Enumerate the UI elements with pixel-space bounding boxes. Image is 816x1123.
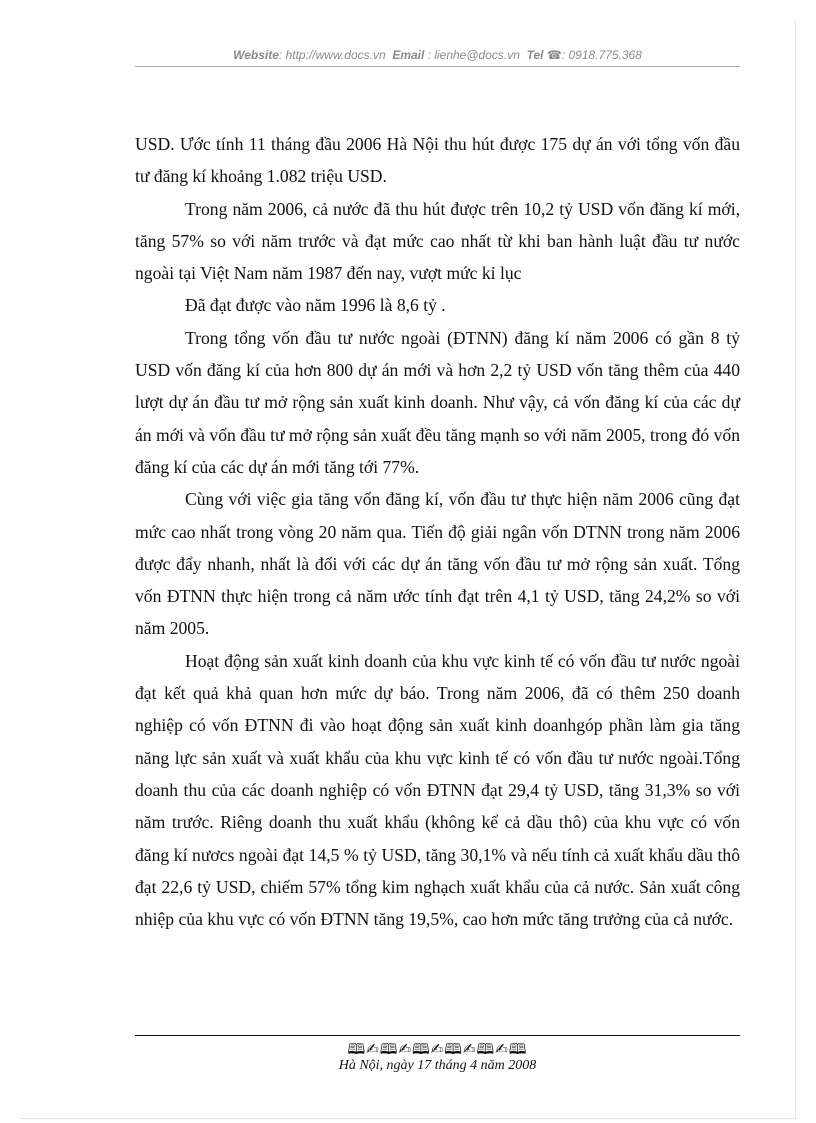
footer-place-date: Hà Nội, ngày 17 tháng 4 năm 2008: [338, 1058, 537, 1073]
paragraph-5: Cùng với việc gia tăng vốn đăng kí, vốn đầu tư thực hiện năm 2006 cũng đạt mức cao nhất trong vòng 20 năm qua. Tiến độ giải ngân vốn DTNN trong năm 2006 được đẩy nhanh, nhất là đối với các dự án tăng vốn đầu tư mở rộng sản xuất. Tổng vốn ĐTNN thực hiện trong cả năm ước tính đạt trên 4,1 tỷ USD, tăng 24,2% so với năm 2005.: [135, 489, 740, 639]
header-rule: [135, 66, 740, 67]
paragraph-2: Trong năm 2006, cả nước đã thu hút được trên 10,2 tỷ USD vốn đăng kí mới, tăng 57% so với năm trước và đạt mức cao nhất từ khi ban hành luật đầu tư nước ngoài tại Việt Nam năm 1987 đến nay, vượt mức kỉ lục: [135, 198, 740, 284]
phone-icon: ☎: [546, 48, 562, 62]
tel-label: Tel: [526, 48, 544, 62]
footer-rule: [135, 1035, 740, 1036]
website-url[interactable]: : http://www.docs.vn: [278, 48, 386, 62]
page-header: [135, 48, 740, 62]
footer-ornament: 🕮✍︎🕮✍︎🕮✍︎🕮✍︎🕮✍︎🕮: [347, 1040, 528, 1058]
tel-number: : 0918.775.368: [561, 48, 642, 62]
website-label: Website: [233, 48, 279, 62]
paragraph-3: Đã đạt được vào năm 1996 là 8,6 tỷ .: [185, 295, 446, 316]
page-bottom-border: [20, 1118, 796, 1119]
paragraph-1: USD. Ước tính 11 tháng đầu 2006 Hà Nội thu hút được 175 dự án với tổng vốn đầu tư đăng kí khoảng 1.082 triệu USD.: [135, 134, 740, 187]
email-address[interactable]: : lienhe@docs.vn: [424, 48, 520, 62]
paragraph-4: Trong tổng vốn đầu tư nước ngoài (ĐTNN) đăng kí năm 2006 có gần 8 tỷ USD vốn đăng kí của hơn 800 dự án mới và hơn 2,2 tỷ USD vốn tăng thêm của 440 lượt dự án đầu tư mở rộng sản xuất kinh doanh. Như vậy, cả vốn đăng kí của các dự án mới và vốn đầu tư mở rộng sản xuất đều tăng mạnh so với năm 2005, trong đó vốn đăng kí của các dự án mới tăng tới 77%.: [135, 327, 740, 477]
email-label: Email: [392, 48, 425, 62]
document-body: [135, 128, 740, 935]
page-right-border: [795, 20, 796, 1118]
paragraph-6: Hoạt động sản xuất kinh doanh của khu vực kinh tế có vốn đầu tư nước ngoài đạt kết quả khả quan hơn mức dự báo. Trong năm 2006, đã có thêm 250 doanh nghiệp có vốn ĐTNN đi vào hoạt động sản xuất kinh doanhgóp phần làm gia tăng năng lực sản xuất và xuất khẩu của khu vực kinh tế có vốn đầu tư nước ngoài.Tổng doanh thu của các doanh nghiệp có vốn ĐTNN đạt 29,4 tỷ USD, tăng 31,3% so với năm trước. Riêng doanh thu xuất khẩu (không kể cả dầu thô) của khu vực có vốn đăng kí nươcs ngoài đạt 14,5 % tỷ USD, tăng 30,1% và nếu tính cả xuất khẩu dầu thô đạt 22,6 tỷ USD, chiếm 57% tổng kim nghạch xuất khẩu của cả nước. Sản xuất công nhiệp của khu vực có vốn ĐTNN tăng 19,5%, cao hơn mức tăng trưởng của cả nước.: [135, 650, 740, 930]
